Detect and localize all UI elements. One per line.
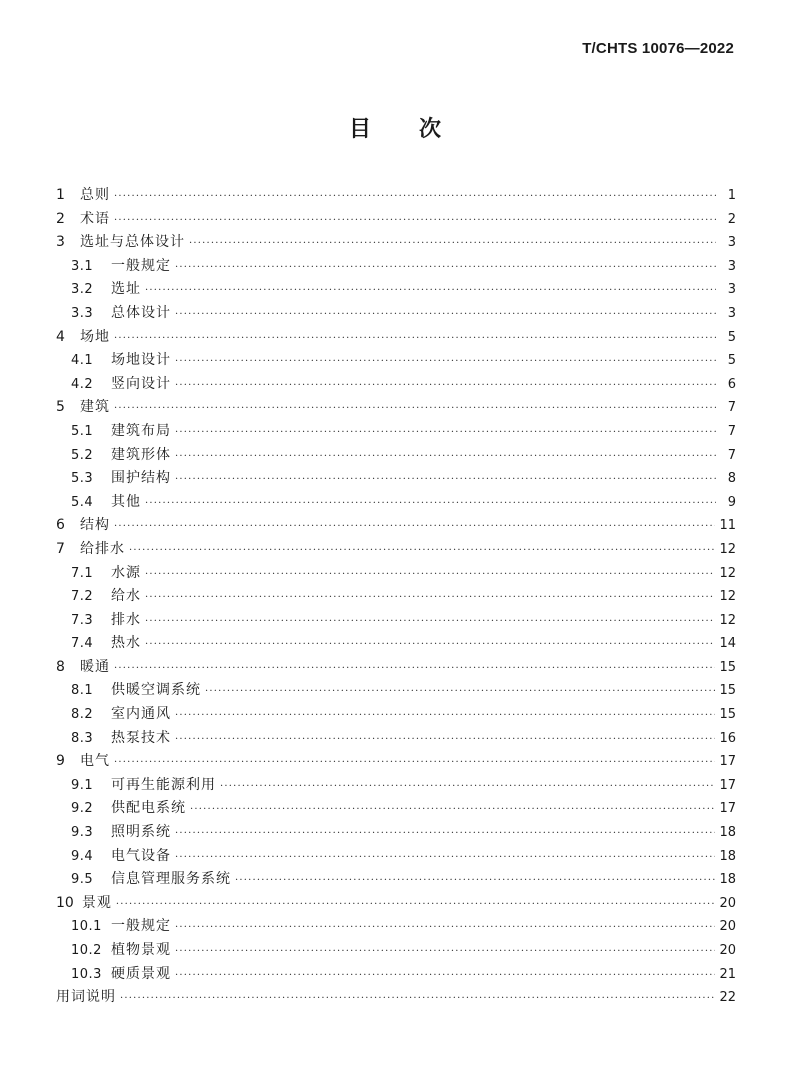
toc-entry-number: 5.2	[71, 447, 94, 463]
page-title-char-2: 次	[419, 117, 442, 142]
toc-entry-page: 12	[719, 612, 736, 628]
toc-entry[interactable]	[56, 184, 736, 208]
toc-entry[interactable]	[56, 774, 736, 798]
toc-entry[interactable]	[56, 231, 736, 255]
toc-entry-number: 7.4	[71, 636, 94, 652]
toc-leader-dots	[145, 586, 715, 610]
toc-entry[interactable]	[56, 538, 736, 562]
toc-entry[interactable]	[56, 491, 736, 515]
toc-entry-number: 3	[56, 234, 65, 251]
page-title	[0, 112, 790, 143]
toc-entry-page: 22	[719, 990, 736, 1006]
page-title-char-1: 目	[348, 117, 371, 142]
toc-leader-dots	[189, 232, 716, 256]
toc-entry[interactable]	[56, 396, 736, 420]
toc-leader-dots	[175, 940, 715, 964]
toc-entry-number: 9.4	[71, 848, 94, 864]
toc-entry-title: 场地	[80, 328, 110, 345]
toc-entry-title: 竖向设计	[111, 375, 171, 392]
toc-leader-dots	[175, 822, 715, 846]
toc-leader-dots	[175, 256, 716, 280]
toc-entry-page: 17	[719, 754, 736, 770]
toc-leader-dots	[114, 657, 715, 681]
toc-entry-page: 18	[719, 872, 736, 888]
toc-entry-page: 20	[719, 919, 736, 935]
toc-entry[interactable]	[56, 892, 736, 916]
toc-leader-dots	[175, 350, 716, 374]
toc-leader-dots	[114, 185, 716, 209]
toc-entry-page: 12	[719, 589, 736, 605]
toc-entry-number: 3.3	[71, 305, 94, 321]
toc-entry-title: 照明系统	[111, 824, 171, 841]
toc-entry-title: 场地设计	[111, 352, 171, 369]
toc-entry-title: 可再生能源利用	[111, 776, 216, 793]
toc-entry-title: 建筑	[80, 399, 110, 416]
toc-leader-dots	[145, 492, 716, 516]
toc-entry-number: 9.2	[71, 801, 94, 817]
toc-leader-dots	[175, 704, 715, 728]
toc-entry-title: 总则	[80, 187, 110, 203]
toc-entry-number: 8.1	[71, 683, 94, 699]
toc-entry-number: 6	[56, 517, 65, 534]
toc-leader-dots	[175, 421, 716, 445]
toc-leader-dots	[175, 468, 716, 492]
toc-entry-number: 4.2	[71, 376, 94, 392]
toc-entry-page: 6	[727, 376, 736, 392]
toc-entry-page: 7	[727, 447, 736, 463]
toc-leader-dots	[145, 563, 715, 587]
toc-entry-number: 7.1	[71, 565, 94, 581]
toc-entry-page: 18	[719, 848, 736, 864]
toc-entry-page: 20	[719, 943, 736, 958]
toc-leader-dots	[235, 869, 715, 893]
toc-leader-dots	[116, 893, 716, 917]
toc-entry-number: 5	[56, 399, 65, 416]
toc-leader-dots	[120, 987, 715, 1011]
toc-entry-page: 2	[727, 211, 736, 227]
toc-entry[interactable]	[56, 939, 736, 963]
toc-entry-title: 室内通风	[111, 706, 171, 723]
toc-leader-dots	[175, 303, 716, 327]
toc-leader-dots	[114, 327, 716, 351]
toc-entry-page: 8	[727, 471, 736, 487]
toc-entry[interactable]	[56, 868, 736, 892]
toc-leader-dots	[190, 798, 715, 822]
toc-entry-number: 9.5	[71, 872, 94, 888]
toc-entry[interactable]	[56, 821, 736, 845]
toc-entry-number: 3.1	[71, 258, 94, 274]
toc-entry-number: 7	[56, 540, 65, 557]
table-of-contents	[56, 184, 736, 1010]
toc-leader-dots	[145, 279, 716, 303]
toc-entry-title: 建筑形体	[111, 446, 171, 463]
toc-entry-page: 15	[719, 659, 736, 675]
toc-entry-number: 5.4	[71, 494, 94, 510]
toc-leader-dots	[114, 751, 715, 775]
toc-entry-title: 用词说明	[56, 989, 116, 1006]
toc-entry-page: 1	[727, 188, 736, 203]
toc-entry-title: 给水	[111, 588, 141, 605]
toc-entry-title: 热泵技术	[111, 729, 171, 746]
toc-entry-page: 3	[727, 282, 736, 298]
toc-entry-page: 21	[719, 966, 736, 982]
toc-entry-title: 结构	[80, 517, 110, 534]
toc-entry-page: 12	[719, 565, 736, 581]
toc-entry[interactable]	[56, 727, 736, 751]
toc-leader-dots	[205, 680, 715, 704]
toc-entry-number: 9	[56, 753, 65, 770]
toc-entry-number: 5.3	[71, 471, 94, 487]
toc-entry[interactable]	[56, 986, 736, 1010]
toc-entry-number: 2	[56, 210, 65, 227]
toc-entry-title: 热水	[111, 635, 141, 652]
toc-leader-dots	[220, 775, 715, 799]
toc-entry-number: 9.3	[71, 825, 94, 841]
toc-entry-number: 3.2	[71, 282, 94, 298]
toc-entry-page: 17	[719, 777, 736, 793]
toc-entry[interactable]	[56, 467, 736, 491]
toc-leader-dots	[145, 633, 715, 657]
toc-entry-title: 围护结构	[111, 470, 171, 487]
toc-entry-page: 3	[727, 258, 736, 274]
toc-entry[interactable]	[56, 585, 736, 609]
toc-entry-title: 水源	[111, 564, 141, 581]
toc-entry-page: 3	[727, 235, 736, 251]
toc-entry-page: 5	[727, 353, 736, 369]
toc-entry-title: 给排水	[80, 540, 125, 557]
toc-entry[interactable]	[56, 208, 736, 232]
toc-entry-number: 5.1	[71, 423, 94, 439]
toc-entry-page: 15	[719, 707, 736, 723]
toc-leader-dots	[129, 539, 715, 563]
toc-entry-number: 10.1	[71, 919, 102, 935]
toc-entry-page: 12	[719, 541, 736, 557]
toc-entry-title: 选址	[111, 281, 141, 298]
toc-entry[interactable]	[56, 845, 736, 869]
toc-entry[interactable]	[56, 278, 736, 302]
toc-leader-dots	[114, 209, 716, 233]
toc-entry-number: 10.2	[71, 943, 102, 958]
toc-entry-title: 一般规定	[111, 918, 171, 935]
toc-entry[interactable]	[56, 514, 736, 538]
toc-entry-title: 植物景观	[111, 942, 171, 958]
toc-entry-page: 18	[719, 825, 736, 841]
toc-entry-page: 7	[727, 423, 736, 439]
toc-entry-page: 7	[727, 400, 736, 416]
toc-entry[interactable]	[56, 797, 736, 821]
toc-entry-number: 7.3	[71, 612, 94, 628]
toc-entry-title: 选址与总体设计	[80, 234, 185, 251]
toc-entry-title: 供配电系统	[111, 800, 186, 817]
toc-entry[interactable]	[56, 420, 736, 444]
toc-entry-page: 9	[727, 494, 736, 510]
toc-entry[interactable]	[56, 255, 736, 279]
toc-entry-number: 8	[56, 658, 65, 675]
toc-entry-title: 建筑布局	[111, 422, 171, 439]
toc-entry-title: 总体设计	[111, 304, 171, 321]
toc-entry-page: 15	[719, 683, 736, 699]
toc-leader-dots	[175, 964, 715, 988]
toc-entry[interactable]	[56, 326, 736, 350]
toc-entry[interactable]	[56, 444, 736, 468]
toc-entry-title: 供暖空调系统	[111, 682, 201, 699]
toc-entry-number: 8.2	[71, 707, 94, 723]
toc-entry-number: 1	[56, 187, 65, 203]
toc-leader-dots	[114, 515, 715, 539]
toc-entry-page: 5	[727, 329, 736, 345]
toc-entry-page: 3	[727, 305, 736, 321]
toc-entry[interactable]	[56, 703, 736, 727]
toc-entry[interactable]	[56, 349, 736, 373]
toc-entry-page: 14	[719, 636, 736, 652]
toc-entry[interactable]	[56, 632, 736, 656]
toc-entry[interactable]	[56, 963, 736, 987]
toc-leader-dots	[175, 374, 716, 398]
standard-code: T/CHTS 10076—2022	[582, 40, 734, 57]
toc-entry-number: 10	[56, 894, 74, 911]
toc-entry-title: 电气	[80, 753, 110, 770]
toc-leader-dots	[175, 445, 716, 469]
toc-entry-title: 其他	[111, 493, 141, 510]
toc-entry-number: 4	[56, 328, 65, 345]
toc-entry-title: 景观	[81, 894, 112, 911]
toc-entry-title: 硬质景观	[111, 965, 171, 982]
toc-entry-title: 术语	[80, 210, 110, 227]
toc-entry[interactable]	[56, 302, 736, 326]
toc-entry-title: 电气设备	[111, 847, 171, 864]
toc-entry[interactable]	[56, 373, 736, 397]
toc-entry-number: 9.1	[71, 777, 94, 793]
toc-entry-title: 暖通	[80, 658, 110, 675]
toc-entry[interactable]	[56, 679, 736, 703]
toc-entry[interactable]	[56, 609, 736, 633]
toc-entry-number: 8.3	[71, 730, 94, 746]
toc-leader-dots	[175, 728, 715, 752]
toc-entry-title: 信息管理服务系统	[111, 871, 231, 888]
toc-entry[interactable]	[56, 656, 736, 680]
toc-leader-dots	[175, 846, 715, 870]
toc-entry-number: 7.2	[71, 589, 94, 605]
toc-entry-title: 排水	[111, 611, 141, 628]
toc-entry[interactable]	[56, 915, 736, 939]
toc-entry-page: 17	[719, 801, 736, 817]
toc-leader-dots	[114, 397, 716, 421]
toc-entry-page: 20	[719, 895, 736, 911]
toc-leader-dots	[145, 610, 715, 634]
toc-entry-number: 4.1	[71, 353, 94, 369]
toc-entry-page: 16	[719, 730, 736, 746]
toc-entry-page: 11	[719, 518, 736, 534]
toc-entry-title: 一般规定	[111, 257, 171, 274]
toc-entry[interactable]	[56, 562, 736, 586]
toc-leader-dots	[175, 916, 715, 940]
toc-entry[interactable]	[56, 750, 736, 774]
toc-entry-number: 10.3	[71, 966, 102, 982]
